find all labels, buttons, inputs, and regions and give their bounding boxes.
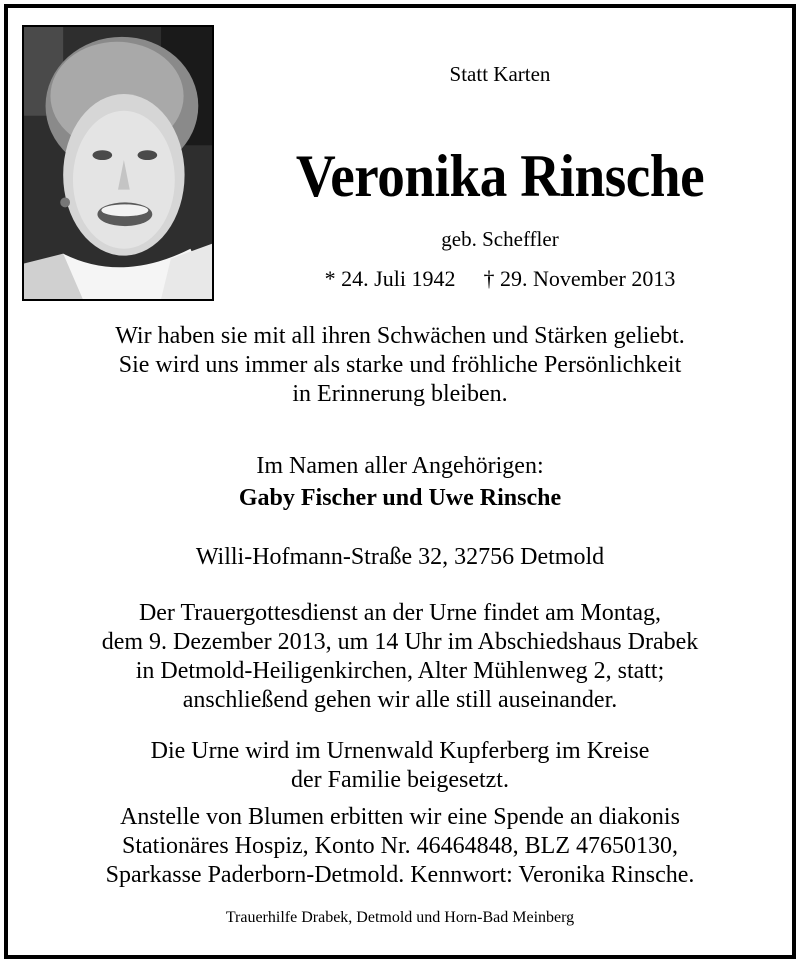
burial-paragraph [0,737,800,795]
im-namen-label: Im Namen aller Angehörigen: [256,453,544,479]
family-address: Willi-Hofmann-Straße 32, 32756 Detmold [195,544,605,570]
funeral-home-footer: Trauerhilfe Drabek, Detmold und Horn-Bad Meinberg [225,909,575,926]
portrait-image [24,27,212,299]
text-line: Stationäres Hospiz, Konto Nr. 46464848, BLZ 47650130, [122,833,678,859]
text-line: Der Trauergottesdienst an der Urne findet am Montag, [138,600,662,626]
text-line: Wir haben sie mit all ihren Schwächen und Stärken geliebt. [115,323,685,349]
text-line: in Erinnerung bleiben. [292,381,508,407]
birth-date: * 24. Juli 1942 [324,266,456,291]
relatives-names: Gaby Fischer und Uwe Rinsche [238,485,562,511]
maiden-name: geb. Scheffler [441,227,559,251]
text-line: Sparkasse Paderborn-Detmold. Kennwort: Veronika Rinsche. [105,862,695,888]
text-line: Die Urne wird im Urnenwald Kupferberg im Kreise [150,738,650,764]
tribute-paragraph [0,322,800,409]
statt-karten-label: Statt Karten [449,62,551,86]
life-dates [260,266,740,292]
text-line: Anstelle von Blumen erbitten wir eine Spende an diakonis [120,804,680,830]
text-line: dem 9. Dezember 2013, um 14 Uhr im Abschiedshaus Drabek [101,629,699,655]
text-line: der Familie beigesetzt. [291,767,509,793]
text-line: in Detmold-Heiligenkirchen, Alter Mühlenweg 2, statt; [135,658,665,684]
text-line: anschließend gehen wir alle still auseinander. [182,687,618,713]
deceased-name: Veronika Rinsche [295,143,705,209]
death-date: † 29. November 2013 [483,266,676,291]
text-line: Sie wird uns immer als starke und fröhliche Persönlichkeit [118,352,682,378]
portrait-photo [22,25,214,301]
donation-paragraph [0,803,800,890]
service-paragraph [0,599,800,715]
